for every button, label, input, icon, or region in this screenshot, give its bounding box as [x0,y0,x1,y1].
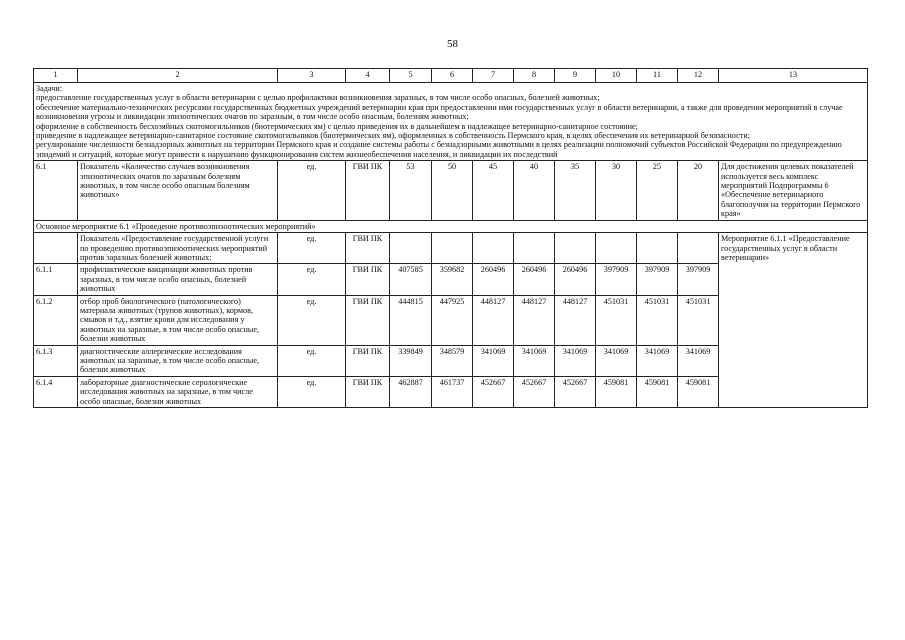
value-cell [390,233,432,264]
value-cell: 451031 [596,295,637,345]
value-cell: 448127 [473,295,514,345]
value-cell: 452667 [514,376,555,407]
value-cell: 444815 [390,295,432,345]
value-cell [473,233,514,264]
task-item: обеспечение материально-технических ресурсами государственных бюджетных учреждений ветеринарии края при предоставлении ими государственных услуг в области ветеринарии, а также для проведения мероприятий в случае возникновения угрозы и ликвидации эпизоотических очагов по заразным, в том числе особо опасным, болезням животных; [36,102,843,122]
value-cell: 260496 [473,264,514,295]
header-cell: 3 [278,69,346,83]
value-cell: 461737 [432,376,473,407]
row-executor: ГВИ ПК [346,376,390,407]
header-cell: 4 [346,69,390,83]
header-cell: 6 [432,69,473,83]
value-cell [637,233,678,264]
row-name: лабораторные диагностические серологические исследования животных на заразные, в том числе особо опасные, болезни животных [78,376,278,407]
header-cell: 11 [637,69,678,83]
value-cell: 45 [473,161,514,220]
value-cell [432,233,473,264]
value-cell: 341069 [514,345,555,376]
value-cell: 40 [514,161,555,220]
value-cell: 407585 [390,264,432,295]
task-item: приведение в надлежащее ветеринарно-санитарное состояние скотомогильников (биотермических ям), оформленных в собственность Пермского края, в целях обеспечения их ветеринарной безопасности; [36,131,750,141]
value-cell: 341069 [637,345,678,376]
value-cell: 260496 [514,264,555,295]
value-cell: 448127 [555,295,596,345]
row-unit: ед. [278,376,346,407]
value-cell: 452667 [473,376,514,407]
value-cell: 348579 [432,345,473,376]
row-name: Показатель «Предоставление государственной услуги по проведению противоэпизоотических мероприятий против заразных болезней животных: [78,233,278,264]
value-cell: 50 [432,161,473,220]
row-executor: ГВИ ПК [346,345,390,376]
tasks-cell [34,83,868,161]
header-cell: 2 [78,69,278,83]
value-cell: 397909 [637,264,678,295]
value-cell [555,233,596,264]
value-cell: 451031 [678,295,719,345]
task-item: предоставление государственных услуг в области ветеринарии с целью профилактики возникновения заразных, в том числе особо опасных, болезней животных; [36,93,600,103]
value-cell [678,233,719,264]
row-unit: ед. [278,295,346,345]
value-cell: 25 [637,161,678,220]
header-cell: 10 [596,69,637,83]
value-cell: 459081 [637,376,678,407]
value-cell: 452667 [555,376,596,407]
row-name: профилактические вакцинации животных против заразных, в том числе особо опасных, болезней животных [78,264,278,295]
tasks-row [34,83,868,161]
value-cell: 339849 [390,345,432,376]
value-cell: 459081 [678,376,719,407]
row-unit: ед. [278,264,346,295]
header-cell: 13 [719,69,868,83]
value-cell [514,233,555,264]
row-unit: ед. [278,161,346,220]
row-number: 6.1.1 [34,264,78,295]
indicator-row [34,161,868,220]
row-executor: ГВИ ПК [346,161,390,220]
row-number: 6.1 [34,161,78,220]
value-cell: 30 [596,161,637,220]
value-cell: 20 [678,161,719,220]
value-cell: 397909 [596,264,637,295]
value-cell: 451031 [637,295,678,345]
value-cell: 260496 [555,264,596,295]
value-cell: 359682 [432,264,473,295]
row-executor: ГВИ ПК [346,233,390,264]
header-cell: 9 [555,69,596,83]
column-number-row [34,69,868,83]
value-cell: 459081 [596,376,637,407]
document-table [33,68,868,408]
page-number: 58 [447,38,458,50]
value-cell: 397909 [678,264,719,295]
header-cell: 7 [473,69,514,83]
value-cell: 448127 [514,295,555,345]
value-cell: 35 [555,161,596,220]
row-number [34,233,78,264]
row-executor: ГВИ ПК [346,264,390,295]
tasks-heading: Задачи: [36,84,62,93]
value-cell: 341069 [596,345,637,376]
value-cell: 53 [390,161,432,220]
value-cell [596,233,637,264]
row-name: отбор проб биологического (патологического) материала животных (трупов животных), кормов, смывов и т.д., взятие крови для исследования у животных на заразные, в том числе особо опасные, болезни животных [78,295,278,345]
value-cell: 447925 [432,295,473,345]
row-note: Мероприятие 6.1.1 «Предоставление государственных услуг в области ветеринарии» [719,233,868,408]
header-cell: 8 [514,69,555,83]
main-event-cell: Основное мероприятие 6.1 «Проведение противоэпизоотических мероприятий» [34,220,868,232]
header-cell: 12 [678,69,719,83]
value-cell: 462887 [390,376,432,407]
service-indicator-row [34,233,868,264]
row-number: 6.1.4 [34,376,78,407]
row-note: Для достижения целевых показателей используется весь комплекс мероприятий Подпрограммы 6 «Обеспечение ветеринарного благополучия на территории Пермского края» [719,161,868,220]
header-cell: 5 [390,69,432,83]
row-unit: ед. [278,345,346,376]
row-number: 6.1.2 [34,295,78,345]
header-cell: 1 [34,69,78,83]
row-name: диагностические аллергические исследования животных на заразные, в том числе особо опасные, болезни животных [78,345,278,376]
value-cell: 341069 [555,345,596,376]
row-executor: ГВИ ПК [346,295,390,345]
task-item: оформление в собственность бесхозяйных скотомогильников (биотермических ям) с целью приведения их в дальнейшем в надлежащее ветеринарно-санитарное состояние; [36,121,638,131]
row-name: Показатель «Количество случаев возникновения эпизоотических очагов по заразным болезням животных, в том числе особо опасным болезням животных» [78,161,278,220]
task-item: регулирование численности безнадзорных животных на территории Пермского края и создание системы работы с безнадзорными животными в целях реализации полномочий субъектов Российской Федерации по предупреждению эпидемий и ситуаций, которые могут привести к нарушению функционирования систем жизнеобеспечения населения, и ликвидации их последствий [36,140,842,159]
main-event-row [34,220,868,232]
row-number: 6.1.3 [34,345,78,376]
value-cell: 341069 [473,345,514,376]
row-unit: ед. [278,233,346,264]
value-cell: 341069 [678,345,719,376]
